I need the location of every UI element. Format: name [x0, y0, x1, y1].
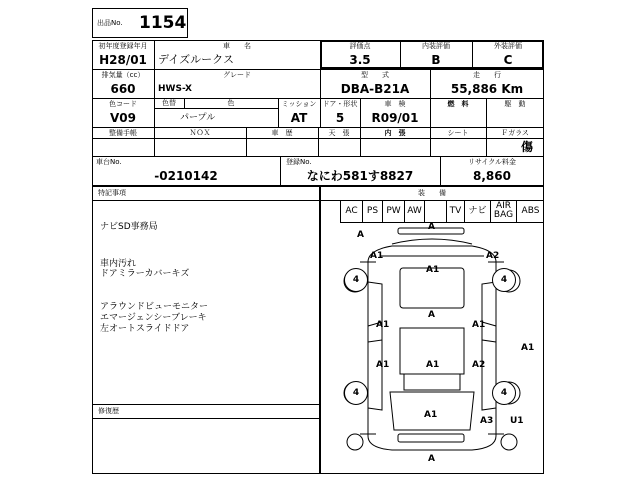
reg-label: 登録No.	[286, 158, 312, 166]
equip-airbag-label: AIR BAG	[493, 201, 514, 220]
first-registration: H28/01	[99, 53, 147, 67]
chassis-label: 車台No.	[96, 158, 122, 166]
tire-depth-front-right: 4	[492, 268, 516, 292]
recycle-fee: 8,860	[473, 169, 511, 183]
damage-mark: A	[428, 310, 435, 320]
damage-mark: A1	[521, 343, 535, 353]
glass-value: 傷	[520, 140, 533, 154]
tire-depth-rear-right: 4	[492, 381, 516, 405]
model-label: 型 式	[361, 71, 389, 79]
seat-label: シート	[447, 129, 469, 137]
interior-lining-label: 内 張	[384, 129, 406, 137]
exterior-label: 外装評価	[494, 42, 522, 50]
mileage: 55,886 Km	[450, 82, 524, 96]
damage-mark: A1	[426, 360, 440, 370]
damage-mark: A1	[426, 265, 440, 275]
registration-number: なにわ581す8827	[306, 169, 414, 183]
note-line: ドアミラーカバーキズ	[100, 269, 190, 279]
fuel-label: 燃 料	[447, 100, 469, 108]
interior-label: 内装評価	[422, 42, 450, 50]
equip-blank	[424, 200, 446, 222]
car-name: デイズルークス	[158, 53, 235, 66]
lot-number: 1154	[139, 13, 187, 33]
interior-grade: B	[431, 53, 441, 67]
damage-mark: A1	[376, 320, 390, 330]
lot-label: 出品No.	[97, 19, 123, 27]
displacement: 660	[110, 82, 136, 96]
color-name: パープル	[180, 113, 216, 123]
damage-mark: A1	[370, 251, 384, 261]
exterior-grade: C	[503, 53, 513, 67]
equip-aw: AW	[404, 200, 424, 222]
year-label: 初年度登録年月	[98, 42, 148, 50]
equipment-label: 装 備	[418, 189, 446, 197]
equip-ps: PS	[362, 200, 382, 222]
recycle-label: リサイクル料金	[467, 158, 517, 166]
equip-ac: AC	[340, 200, 362, 222]
repair-history-label: 修復歴	[98, 407, 119, 415]
damage-mark: A2	[486, 251, 500, 261]
equip-pw: PW	[382, 200, 404, 222]
note-line: ナビSD事務局	[100, 222, 158, 232]
car-diagram	[320, 222, 544, 474]
damage-mark: A3	[480, 416, 494, 426]
mission-label: ミッション	[281, 100, 317, 108]
notes-label: 特記事項	[98, 189, 126, 197]
nox-label: ＮＯＸ	[189, 129, 211, 137]
mileage-label: 走 行	[473, 71, 501, 79]
glass-label: Ｆガラス	[501, 129, 529, 137]
note-line: 車内汚れ	[100, 259, 137, 269]
inspection-label: 車 検	[384, 100, 406, 108]
equip-airbag	[490, 200, 516, 222]
damage-mark: A1	[376, 360, 390, 370]
damage-mark: A	[357, 230, 364, 240]
color-change-label: 色替	[162, 99, 176, 107]
damage-mark: A1	[472, 320, 486, 330]
grade-label: グレード	[223, 71, 251, 79]
equip-tv: TV	[446, 200, 464, 222]
roof-label: 天 張	[328, 129, 350, 137]
equip-navi: ナビ	[464, 200, 490, 222]
color-label: 色	[227, 99, 235, 107]
history-label: 車 歴	[271, 129, 293, 137]
cc-label: 排気量（cc）	[101, 71, 145, 79]
door-label: ドア・形状	[322, 100, 358, 108]
inspection-date: R09/01	[371, 111, 419, 125]
car-name-label: 車 名	[223, 42, 251, 50]
color-code-label: 色コード	[109, 100, 137, 108]
score-label: 評価点	[349, 42, 371, 50]
transmission: AT	[290, 111, 308, 125]
damage-mark: U1	[510, 416, 524, 426]
doors: 5	[335, 111, 345, 125]
manual-label: 整備手帳	[109, 129, 137, 137]
tire-depth-rear-left: 4	[344, 381, 368, 405]
note-line: 左オートスライドドア	[100, 324, 190, 334]
model-code: DBA-B21A	[340, 82, 410, 96]
damage-mark: A1	[424, 410, 438, 420]
note-line: アラウンドビューモニター	[100, 302, 209, 312]
drive-label: 駆 動	[504, 100, 526, 108]
tire-depth-front-left: 4	[344, 268, 368, 292]
damage-mark: A	[428, 222, 435, 232]
chassis-number: -0210142	[154, 169, 218, 183]
note-line: エマージェンシーブレーキ	[100, 313, 207, 323]
damage-mark: A2	[472, 360, 486, 370]
color-code: V09	[110, 111, 136, 125]
lot-number-box	[92, 8, 188, 38]
grade: HWS-X	[158, 84, 192, 94]
equip-abs: ABS	[516, 200, 544, 222]
score-value: 3.5	[349, 53, 371, 67]
damage-mark: A	[428, 454, 435, 464]
